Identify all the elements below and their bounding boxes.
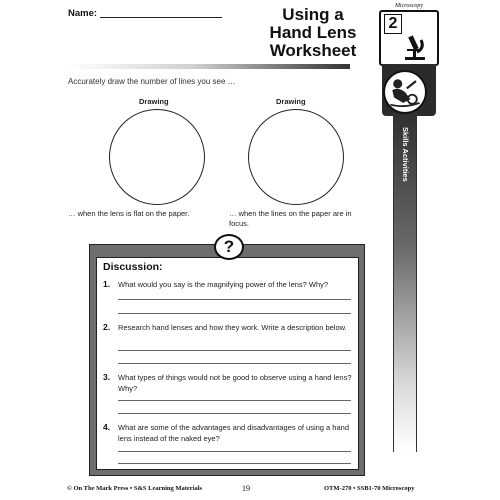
answer-line[interactable] xyxy=(118,363,351,364)
drawing-caption-2: … when the lines on the paper are in focus. xyxy=(229,209,352,228)
page-number: 19 xyxy=(242,484,250,493)
question-number-3: 3. xyxy=(103,372,111,382)
question-text-3: What types of things would not be good to observe using a hand lens? Why? xyxy=(118,373,352,393)
drawing-label-2: Drawing xyxy=(276,97,306,106)
subject-label: Microscopy xyxy=(394,3,424,9)
footer-copyright: © On The Mark Press • S&S Learning Materials xyxy=(67,485,203,492)
title-line-2: Hand Lens xyxy=(269,23,357,42)
question-number-4: 4. xyxy=(103,422,111,432)
footer-catalog: OTM-270 • SSB1-70 Microscopy xyxy=(324,485,415,492)
worksheet-title xyxy=(258,6,368,60)
answer-line[interactable] xyxy=(118,451,351,452)
header-rule xyxy=(68,64,350,69)
scientist-icon xyxy=(383,70,427,114)
question-text-1: What would you say is the magnifying power of the lens? Why? xyxy=(118,280,329,289)
name-label: Name: xyxy=(68,8,98,19)
question-text-4: What are some of the advantages and disadvantages of using a hand lens instead of the naked eye? xyxy=(118,423,349,443)
answer-line[interactable] xyxy=(118,463,351,464)
title-line-1: Using a xyxy=(282,5,344,24)
question-text-2: Research hand lenses and how they work. Write a description below. xyxy=(118,323,347,332)
question-number-1: 1. xyxy=(103,279,111,289)
instruction-text: Accurately draw the number of lines you see … xyxy=(68,77,236,86)
answer-line[interactable] xyxy=(118,400,351,401)
answer-line[interactable] xyxy=(118,313,351,314)
title-line-3: Worksheet xyxy=(269,41,357,60)
answer-line[interactable] xyxy=(118,299,351,300)
drawing-label-1: Drawing xyxy=(139,97,169,106)
question-number-2: 2. xyxy=(103,322,111,332)
name-field[interactable] xyxy=(100,17,222,18)
drawing-circle-2[interactable] xyxy=(248,109,344,205)
answer-line[interactable] xyxy=(118,413,351,414)
drawing-caption-1: … when the lens is flat on the paper. xyxy=(68,209,190,218)
microscope-icon xyxy=(401,32,431,62)
answer-line[interactable] xyxy=(118,350,351,351)
discussion-title: Discussion: xyxy=(103,261,163,273)
unit-number: 2 xyxy=(384,14,402,34)
question-mark-icon: ? xyxy=(214,234,244,260)
sidebar-label: Skills Activities xyxy=(401,126,410,182)
drawing-circle-1[interactable] xyxy=(109,109,205,205)
